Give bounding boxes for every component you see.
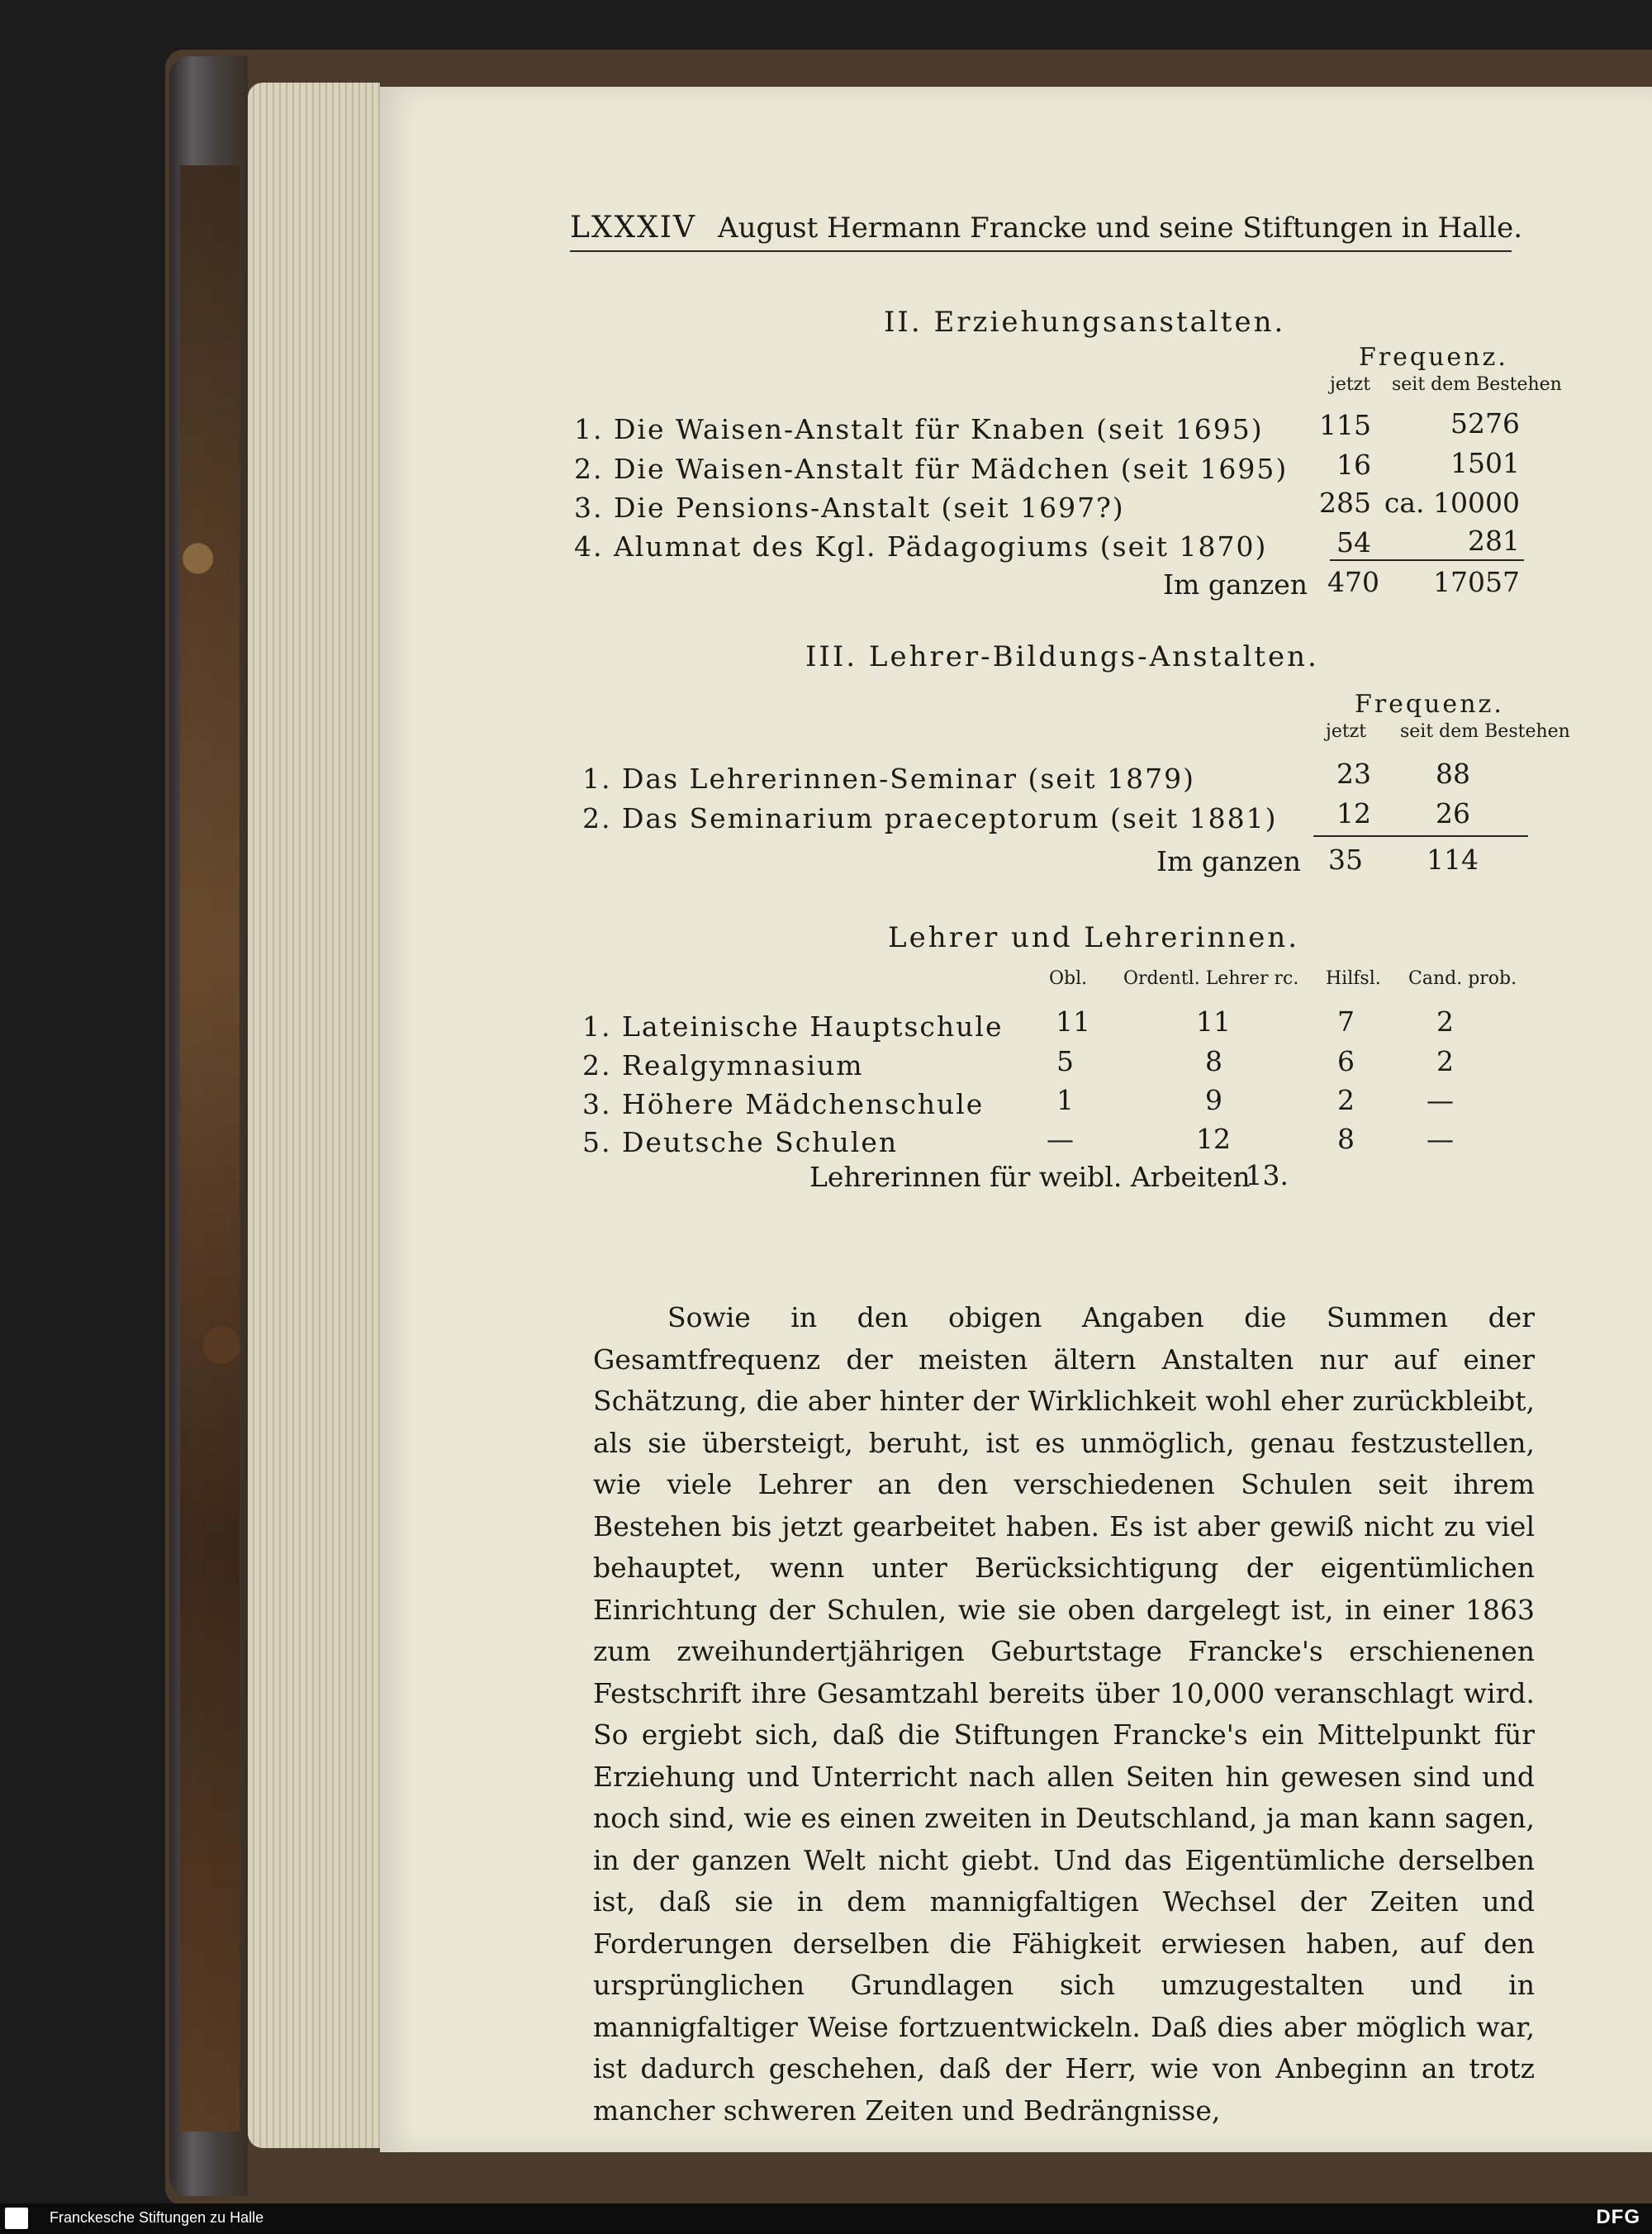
teachers-row-label: 2. Realgymnasium	[582, 1049, 864, 1081]
women-teachers-value: 13.	[1245, 1159, 1289, 1191]
section-3-row-since: 88	[1436, 758, 1470, 790]
section-2-total-now: 470	[1327, 566, 1379, 598]
section-2-row-label: 2. Die Waisen-Anstalt für Mädchen (seit 1695)	[574, 453, 1289, 485]
section-2-col-now: jetzt	[1330, 374, 1371, 395]
women-teachers-label: Lehrerinnen für weibl. Arbeiten	[809, 1161, 1251, 1193]
section-3-row-now: 12	[1336, 797, 1371, 829]
teachers-row-hilfsl: 7	[1337, 1005, 1355, 1038]
section-2-title: II. Erziehungsanstalten.	[884, 306, 1286, 339]
header-rule	[570, 250, 1512, 252]
teachers-row-label: 5. Deutsche Schulen	[582, 1126, 899, 1158]
teachers-row-obl: 5	[1056, 1045, 1074, 1077]
teachers-row-cand: —	[1427, 1123, 1454, 1155]
teachers-row-obl: —	[1047, 1123, 1074, 1155]
teachers-row-obl: 1	[1056, 1084, 1074, 1116]
teachers-row-ordentl: 8	[1205, 1045, 1222, 1077]
teachers-col-obl: Obl.	[1049, 968, 1088, 989]
section-3-col-since: seit dem Bestehen	[1400, 721, 1570, 742]
section-2-row-since: ca. 10000	[1384, 487, 1520, 519]
section-2-row-label: 1. Die Waisen-Anstalt für Knaben (seit 1695)	[574, 413, 1264, 445]
teachers-row-cand: —	[1427, 1084, 1454, 1116]
teachers-row-ordentl: 11	[1196, 1005, 1231, 1038]
running-title: August Hermann Francke und seine Stiftungen in Halle.	[718, 212, 1523, 245]
teachers-col-cand: Cand. prob.	[1408, 968, 1517, 989]
teachers-row-hilfsl: 8	[1337, 1123, 1355, 1155]
section-2-row-label: 3. Die Pensions-Anstalt (seit 1697?)	[574, 492, 1125, 524]
teachers-row-ordentl: 9	[1205, 1084, 1222, 1116]
running-head	[570, 211, 1522, 245]
page-number: LXXXIV	[570, 211, 697, 245]
section-2-row-now: 115	[1319, 409, 1371, 441]
section-2-row-now: 54	[1336, 526, 1371, 558]
section-3-title: III. Lehrer-Bildungs-Anstalten.	[805, 640, 1319, 673]
section-2-total-label: Im ganzen	[1163, 568, 1308, 601]
section-3-row-label: 1. Das Lehrerinnen-Seminar (seit 1879)	[582, 763, 1195, 795]
institution-name: Franckesche Stiftungen zu Halle	[50, 2209, 264, 2226]
dfg-logo: DFG	[1596, 2206, 1640, 2228]
teachers-row-label: 3. Höhere Mädchenschule	[582, 1088, 985, 1120]
section-3-sum-rule	[1313, 835, 1528, 837]
section-2-row-since: 1501	[1450, 447, 1520, 479]
section-2-sum-rule	[1330, 559, 1524, 561]
section-2-row-now: 285	[1319, 487, 1371, 519]
page-edges	[248, 83, 380, 2148]
section-3-total-now: 35	[1328, 844, 1363, 876]
section-2-row-since: 5276	[1450, 407, 1520, 440]
section-3-total-since: 114	[1427, 844, 1479, 876]
section-2-row-label: 4. Alumnat des Kgl. Pädagogiums (seit 1870)	[574, 530, 1268, 563]
teachers-row-hilfsl: 2	[1337, 1084, 1355, 1116]
teachers-row-obl: 11	[1056, 1005, 1090, 1038]
teachers-row-hilfsl: 6	[1337, 1045, 1355, 1077]
institution-logo-icon	[5, 2208, 28, 2229]
section-3-frequency-label: Frequenz.	[1355, 690, 1504, 719]
teachers-col-hilfsl: Hilfsl.	[1326, 968, 1381, 989]
marbled-endpaper	[180, 165, 240, 2132]
book-page	[380, 87, 1652, 2152]
section-2-total-since: 17057	[1433, 566, 1520, 598]
section-3-row-now: 23	[1336, 758, 1371, 790]
section-3-total-label: Im ganzen	[1156, 845, 1302, 877]
section-2-frequency-label: Frequenz.	[1359, 343, 1508, 372]
teachers-row-cand: 2	[1436, 1045, 1454, 1077]
section-2-col-since: seit dem Bestehen	[1392, 374, 1562, 395]
section-3-col-now: jetzt	[1326, 721, 1367, 742]
teachers-row-label: 1. Lateinische Hauptschule	[582, 1010, 1004, 1043]
teachers-row-ordentl: 12	[1196, 1123, 1231, 1155]
teachers-row-cand: 2	[1436, 1005, 1454, 1038]
teachers-col-ordentl: Ordentl. Lehrer rc.	[1123, 968, 1299, 989]
section-3-row-since: 26	[1436, 797, 1470, 829]
paragraph-text: Sowie in den obigen Angaben die Summen der Gesamtfrequenz der meisten ältern Anstalten nur auf einer Schätzung, die aber hinter der Wirklichkeit wohl eher zurückbleibt, als sie übersteigt, beruht, ist es unmöglich, genau festzustellen, wie viele Lehrer an den verschiedenen Schulen seit ihrem Bestehen bis jetzt gearbeitet haben. Es ist aber gewiß nicht zu viel behauptet, wenn unter Berücksichtigung der eigentümlichen Einrichtung der Schulen, wie sie oben dargelegt ist, in einer 1863 zum zweihundertjährigen Geburtstage Francke's erschienenen Festschrift ihre Gesamtzahl bereits über 10,000 veranschlagt wird. So ergiebt sich, daß die Stiftungen Francke's ein Mittelpunkt für Erziehung und Unterricht nach allen Seiten hin gewesen sind und noch sind, wie es einen zweiten in Deutschland, ja man kann sagen, in der ganzen Welt nicht giebt. Und das Eigentümliche derselben ist, daß sie in dem mannigfaltigen Wechsel der Zeiten und Forderungen derselben die Fähigkeit erwiesen haben, auf den ursprünglichen Grundlagen sich umzugestalten und in mannigfaltiger Weise fortzuentwickeln. Daß dies aber möglich war, ist dadurch geschehen, daß der Herr, wie von Anbeginn an trotz mancher schweren Zeiten und Bedrängnisse,	[593, 1301, 1535, 2127]
teachers-title: Lehrer und Lehrerinnen.	[888, 921, 1300, 954]
section-2-row-since: 281	[1468, 525, 1520, 557]
section-2-row-now: 16	[1336, 449, 1371, 481]
section-3-row-label: 2. Das Seminarium praeceptorum (seit 1881)	[582, 802, 1278, 834]
body-paragraph	[593, 1297, 1535, 2132]
